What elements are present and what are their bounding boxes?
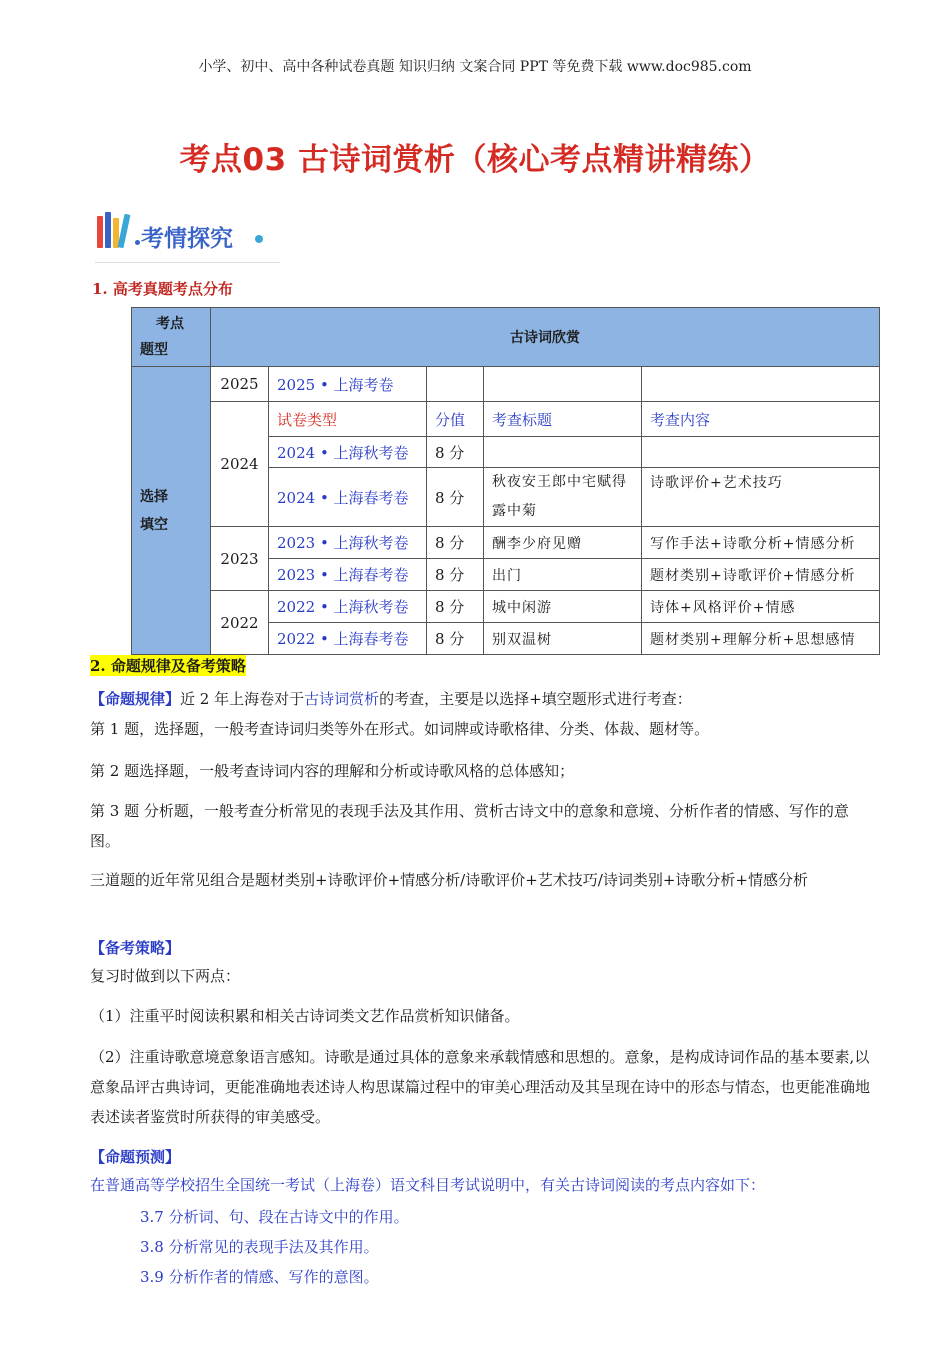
- table-row: 2023 2023 • 上海秋考卷 8 分 酬李少府见赠 写作手法+诗歌分析+情感分析: [132, 527, 880, 559]
- dot-icon: [255, 235, 263, 243]
- forecast-label: 【命题预测】: [90, 1148, 181, 1166]
- col-header-score: 分值: [427, 402, 484, 437]
- strategy-point-1: （1）注重平时阅读积累和相关古诗词类文艺作品赏析知识储备。: [90, 1007, 520, 1025]
- table-header: 古诗词欣赏: [211, 308, 880, 367]
- rule-q3: 第 3 题 分析题，一般考查分析常见的表现手法及其作用、赏析古诗文中的意象和意境、分析作者的情感、写作的意图。: [90, 802, 849, 850]
- table-corner: 考点 题型: [132, 308, 211, 367]
- table-row: 选择 填空 2025 2025 • 上海考卷: [132, 367, 880, 402]
- table-row: 2022 • 上海春考卷 8 分 别双温树 题材类别+理解分析+思想感情: [132, 623, 880, 655]
- rules-intro: 【命题规律】近 2 年上海卷对于古诗词赏析的考查，主要是以选择+填空题形式进行考查：: [90, 690, 692, 708]
- table-row: 2022 2022 • 上海秋考卷 8 分 城中闲游 诗体+风格评价+情感: [132, 591, 880, 623]
- section-heading-1: 1. 高考真题考点分布: [92, 280, 233, 298]
- forecast-intro: 在普通高等学校招生全国统一考试（上海卷）语文科目考试说明中，有关古诗词阅读的考点内容如下：: [90, 1176, 766, 1194]
- strategy-intro: 复习时做到以下两点：: [90, 967, 241, 985]
- table-row: 2023 • 上海春考卷 8 分 出门 题材类别+诗歌评价+情感分析: [132, 559, 880, 591]
- page-header: 小学、初中、高中各种试卷真题 知识归纳 文案合同 PPT 等免费下载 www.doc985.com: [198, 59, 752, 75]
- forecast-item: 3.7 分析词、句、段在古诗文中的作用。: [140, 1208, 409, 1226]
- section-banner: [95, 206, 280, 263]
- forecast-item: 3.8 分析常见的表现手法及其作用。: [140, 1238, 379, 1256]
- rule-combo: 三道题的近年常见组合是题材类别+诗歌评价+情感分析/诗歌评价+艺术技巧/诗词类别+诗歌分析+情感分析: [90, 871, 808, 889]
- question-type-cell: 选择 填空: [132, 367, 211, 655]
- dot-icon: [135, 240, 140, 245]
- exam-distribution-table: [131, 307, 880, 655]
- strategy-point-2: （2）注重诗歌意境意象语言感知。诗歌是通过具体的意象来承载情感和思想的。意象，是构成诗词作品的基本要素,以意象品评古典诗词，更能准确地表述诗人构思谋篇过程中的审美心理活动及其呈现在诗中的形态与情态，也更能准确地表述读者鉴赏时所获得的审美感受。: [90, 1048, 871, 1126]
- section-heading-2: 2. 命题规律及备考策略: [90, 657, 246, 675]
- books-icon: [97, 212, 131, 248]
- table-row: 2024 试卷类型 分值 考查标题 考查内容: [132, 402, 880, 437]
- table-row: 2024 • 上海春考卷 8 分 秋夜安王郎中宅赋得露中菊 诗歌评价+艺术技巧: [132, 468, 880, 527]
- paper-cell: 2025 • 上海考卷: [269, 367, 427, 402]
- col-header-paper: 试卷类型: [269, 402, 427, 437]
- col-header-title: 考查标题: [484, 402, 642, 437]
- banner-title: 考情探究: [141, 226, 233, 252]
- forecast-item: 3.9 分析作者的情感、写作的意图。: [140, 1268, 379, 1286]
- rule-q1: 第 1 题，选择题，一般考查诗词归类等外在形式。如词牌或诗歌格律、分类、体裁、题材等。: [90, 720, 710, 738]
- table-row: 2024 • 上海秋考卷 8 分: [132, 437, 880, 468]
- rule-q2: 第 2 题选择题，一般考查诗词内容的理解和分析或诗歌风格的总体感知；: [90, 762, 575, 780]
- page-title: 考点03 古诗词赏析（核心考点精讲精练）: [179, 142, 771, 178]
- col-header-content: 考查内容: [642, 402, 880, 437]
- strategy-label: 【备考策略】: [90, 939, 181, 957]
